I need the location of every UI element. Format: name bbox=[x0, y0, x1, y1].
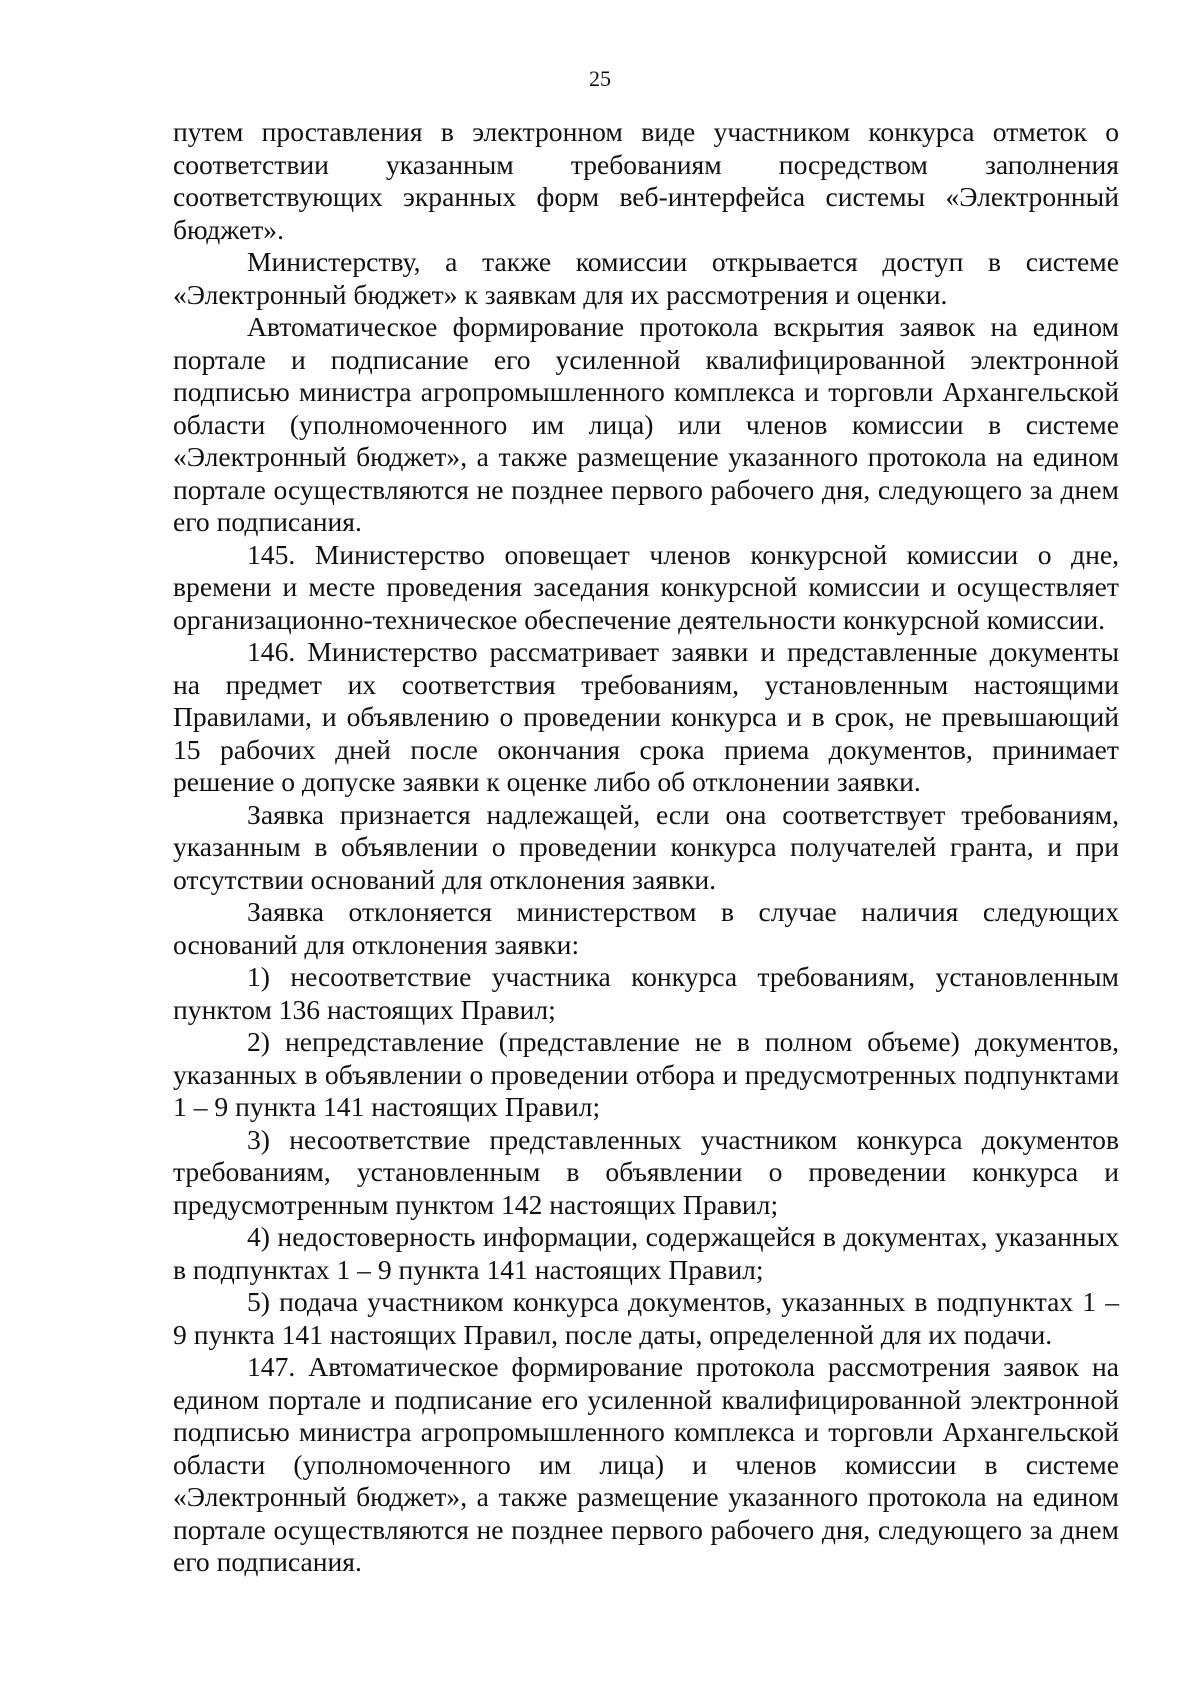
paragraph-145: 145. Министерство оповещает членов конкурсной комиссии о дне, времени и месте проведения заседания конкурсной комиссии и осуществляет организационно-техническое обеспечение деятельности конкурсной комиссии. bbox=[173, 538, 1119, 635]
list-item-4: 4) недостоверность информации, содержащейся в документах, указанных в подпунктах 1 – 9 пункта 141 настоящих Правил; bbox=[173, 1221, 1119, 1285]
list-item-3: 3) несоответствие представленных участником конкурса документов требованиям, установленным в объявлении о проведении конкурса и предусмотренным пунктом 142 настоящих Правил; bbox=[173, 1123, 1119, 1220]
paragraph-ministry-access: Министерству, а также комиссии открывается доступ в системе «Электронный бюджет» к заявкам для их рассмотрения и оценки. bbox=[173, 246, 1119, 310]
paragraph-opening-protocol: Автоматическое формирование протокола вскрытия заявок на едином портале и подписание его усиленной квалифицированной электронной подписью министра агропромышленного комплекса и торговли Архангельской области (уполномоченного им лица) или членов комиссии в системе «Электронный бюджет», а также размещение указанного протокола на едином портале осуществляются не позднее первого рабочего дня, следующего за днем его подписания. bbox=[173, 311, 1119, 537]
list-item-2: 2) непредставление (представление не в полном объеме) документов, указанных в объявлении о проведении отбора и предусмотренных подпунктами 1 – 9 пункта 141 настоящих Правил; bbox=[173, 1026, 1119, 1122]
paragraph-rejection-grounds: Заявка отклоняется министерством в случае наличия следующих оснований для отклонения заявки: bbox=[173, 896, 1119, 960]
paragraph-proper-application: Заявка признается надлежащей, если она соответствует требованиям, указанным в объявлении о проведении конкурса получателей гранта, и при отсутствии оснований для отклонения заявки. bbox=[173, 798, 1119, 895]
list-item-5: 5) подача участником конкурса документов, указанных в подпунктах 1 – 9 пункта 141 настоящих Правил, после даты, определенной для их подачи. bbox=[173, 1286, 1119, 1350]
list-item-1: 1) несоответствие участника конкурса требованиям, установленным пунктом 136 настоящих Правил; bbox=[173, 961, 1119, 1025]
document-body bbox=[173, 116, 1119, 1579]
page-number: 25 bbox=[589, 66, 611, 91]
paragraph-continuation: путем проставления в электронном виде участником конкурса отметок о соответствии указанным требованиям посредством заполнения соответствующих экранных форм веб-интерфейса системы «Электронный бюджет». bbox=[173, 116, 1119, 245]
paragraph-147: 147. Автоматическое формирование протокола рассмотрения заявок на едином портале и подписание его усиленной квалифицированной электронной подписью министра агропромышленного комплекса и торговли Архангельской области (уполномоченного им лица) и членов комиссии в системе «Электронный бюджет», а также размещение указанного протокола на едином портале осуществляются не позднее первого рабочего дня, следующего за днем его подписания. bbox=[173, 1351, 1119, 1577]
paragraph-146: 146. Министерство рассматривает заявки и представленные документы на предмет их соответствия требованиям, установленным настоящими Правилами, и объявлению о проведении конкурса и в срок, не превышающий 15 рабочих дней после окончания срока приема документов, принимает решение о допуске заявки к оценке либо об отклонении заявки. bbox=[173, 636, 1119, 797]
